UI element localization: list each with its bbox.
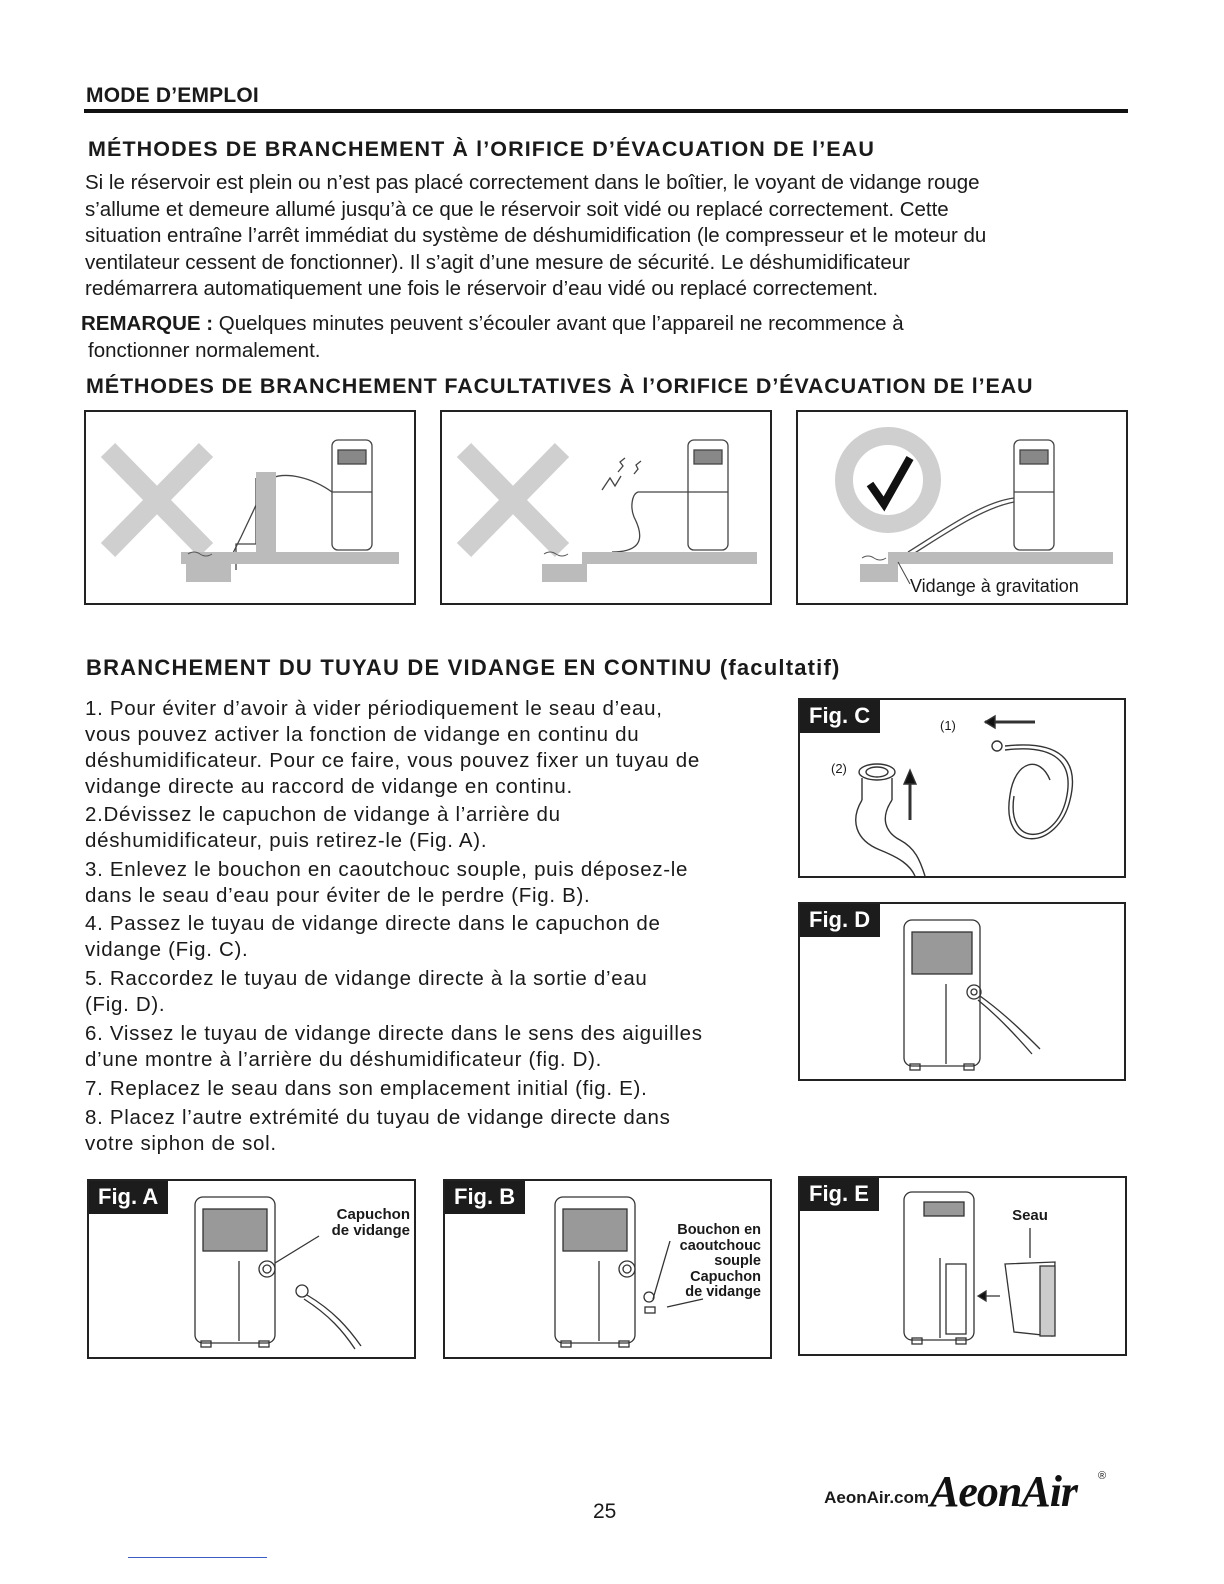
checkmark-icon <box>870 458 910 504</box>
figure-tag: Fig. B <box>445 1181 525 1214</box>
replace-bucket-illustration <box>800 1178 1125 1354</box>
step-line: dans le seau d’eau pour éviter de le perdre (Fig. B). <box>85 884 591 907</box>
step-line: 4. Passez le tuyau de vidange directe dans le capuchon de <box>85 912 661 935</box>
step-line: 3. Enlevez le bouchon en caoutchouc souple, puis déposez-le <box>85 858 689 881</box>
step-line: d’une montre à l’arrière du déshumidificateur (fig. D). <box>85 1048 603 1071</box>
cross-icon <box>108 450 206 550</box>
step-line: vous pouvez activer la fonction de vidange en continu du <box>85 723 640 746</box>
para-line: ventilateur cessent de fonctionner). Il s’agit d’une mesure de sécurité. Le déshumidificateur <box>85 250 911 274</box>
step-line: 2.Dévissez le capuchon de vidange à l’arrière du <box>85 803 561 826</box>
hose-connected-illustration <box>800 904 1124 1079</box>
arrow-up-icon <box>904 770 916 784</box>
figure-d <box>798 902 1126 1081</box>
incorrect-drain-uphill-illustration <box>86 412 414 603</box>
label-line: Bouchon en <box>677 1222 761 1238</box>
incorrect-drain-kinked-illustration <box>442 412 770 603</box>
brand-logo: AeonAir <box>930 1467 1078 1516</box>
figure-tag: Fig. A <box>89 1181 168 1214</box>
header-rule <box>84 109 1128 113</box>
step-line: vidange directe au raccord de vidange en continu. <box>85 775 573 798</box>
arrow-left-icon <box>985 716 995 728</box>
page-number: 25 <box>593 1500 617 1523</box>
label-line: Capuchon <box>690 1268 761 1285</box>
step-line: 1. Pour éviter d’avoir à vider périodiquement le seau d’eau, <box>85 697 663 720</box>
gravity-drain-label: Vidange à gravitation <box>910 576 1079 596</box>
step-line: 7. Replacez le seau dans son emplacement initial (fig. E). <box>85 1077 648 1100</box>
step-line: déshumidificateur. Pour ce faire, vous pouvez fixer un tuyau de <box>85 749 701 772</box>
section2-title: MÉTHODES DE BRANCHEMENT FACULTATIVES À l’ORIFICE D’ÉVACUATION DE l’EAU <box>86 374 1034 398</box>
label-line: souple <box>714 1253 761 1269</box>
section-label: MODE D’EMPLOI <box>86 84 259 107</box>
para-line: situation entraîne l’arrêt immédiat du système de déshumidification (le compresseur et le moteur du <box>85 224 987 247</box>
drain-method-correct <box>796 410 1128 605</box>
label-line: caoutchouc <box>679 1237 761 1254</box>
step-line: (Fig. D). <box>85 993 166 1016</box>
figure-b <box>443 1179 772 1359</box>
seau-label: Seau <box>1012 1207 1048 1224</box>
correct-drain-gravity-illustration <box>798 412 1126 603</box>
arrow-left-icon <box>978 1291 986 1301</box>
para-line: redémarrera automatiquement une fois le réservoir d’eau vidé ou replacé correctement. <box>85 277 879 300</box>
label-line: Capuchon <box>336 1206 410 1223</box>
label-line: de vidange <box>331 1222 410 1239</box>
note-label: REMARQUE : <box>81 312 214 335</box>
step-line: 8. Placez l’autre extrémité du tuyau de vidange directe dans <box>85 1106 671 1129</box>
hose-cap-illustration <box>800 700 1124 876</box>
cross-icon <box>464 450 562 550</box>
drain-method-incorrect-1 <box>84 410 416 605</box>
step-line: 5. Raccordez le tuyau de vidange directe à la sortie d’eau <box>85 967 648 990</box>
step-line: déshumidificateur, puis retirez-le (Fig. A). <box>85 829 488 852</box>
figure-e <box>798 1176 1127 1356</box>
figure-tag: Fig. D <box>800 904 880 937</box>
label-line: de vidange <box>685 1284 761 1300</box>
section1-title: MÉTHODES DE BRANCHEMENT À l’ORIFICE D’ÉVACUATION DE l’EAU <box>88 137 875 161</box>
note <box>81 311 904 364</box>
figure-a <box>87 1179 416 1359</box>
drain-method-incorrect-2 <box>440 410 772 605</box>
registered-mark: ® <box>1098 1470 1107 1482</box>
para-line: s’allume et demeure allumé jusqu’à ce que le réservoir soit vidé ou replacé correctement. Cette <box>85 197 949 221</box>
note-text-cont: fonctionner normalement. <box>88 338 321 362</box>
remove-plug-illustration <box>445 1181 770 1357</box>
circle-ok-icon <box>844 436 932 524</box>
step-line: vidange (Fig. C). <box>85 938 249 961</box>
note-text: Quelques minutes peuvent s’écouler avant que l’appareil ne recommence à <box>213 312 904 335</box>
figure-tag: Fig. C <box>800 700 880 733</box>
step-line: 6. Vissez le tuyau de vidange directe dans le sens des aiguilles <box>85 1022 703 1045</box>
label-1: (1) <box>940 718 956 733</box>
section3-title: BRANCHEMENT DU TUYAU DE VIDANGE EN CONTINU (facultatif) <box>86 655 841 680</box>
step-line: votre siphon de sol. <box>85 1132 277 1155</box>
footer-url: AeonAir.com <box>824 1488 929 1507</box>
label-2: (2) <box>831 761 847 776</box>
section1-paragraph <box>85 170 986 303</box>
bottom-divider <box>128 1557 267 1558</box>
unscrew-cap-illustration <box>89 1181 414 1357</box>
figure-c <box>798 698 1126 878</box>
figure-tag: Fig. E <box>800 1178 879 1211</box>
para-line: Si le réservoir est plein ou n’est pas placé correctement dans le boîtier, le voyant de vidange rouge <box>85 171 980 194</box>
steps-list <box>85 696 790 1157</box>
